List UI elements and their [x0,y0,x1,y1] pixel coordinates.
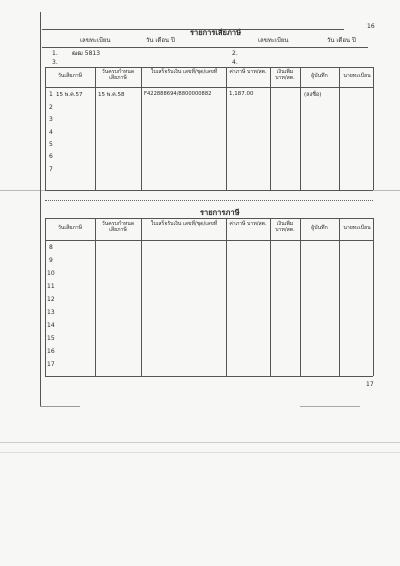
page-number-top: 16 [367,23,375,30]
page-number-bottom: 17 [366,381,374,388]
section-title-tax-payments: รายการเสียภาษี [190,28,242,37]
first-row-tax-date: 15 พ.ค.57 [56,92,83,98]
col-header-due-date: วันครบกำหนด เสียภาษี [101,69,135,81]
entry-2-number: 2. [232,50,238,57]
row-number: 3 [49,116,53,123]
col-header-tax-amount: ค่าภาษี บาท/สต. [229,69,267,75]
first-row-recorder: (ลงชื่อ) [304,92,322,98]
row-number: 12 [47,296,55,303]
date-label-right: วัน เดือน ปี [327,37,356,44]
col-header-tax-date: วันเสียภาษี [57,73,83,79]
first-row-due-date: 15 พ.ค.58 [98,92,125,98]
reg-label-left: เลขทะเบียน [80,37,111,44]
row-number: 5 [49,141,53,148]
row-number: 7 [49,166,53,173]
row-number: 11 [47,283,55,290]
col-header-recorder: ผู้บันทึก [311,225,328,231]
row-number: 15 [47,335,55,342]
date-label-left: วัน เดือน ปี [146,37,175,44]
entry-3-number: 3. [52,59,58,66]
row-number: 13 [47,309,55,316]
col-header-registrar: นายทะเบียน [343,225,371,231]
row-number: 16 [47,348,55,355]
col-header-surcharge: เงินเพิ่ม บาท/สต. [275,221,295,233]
col-header-receipt: ใบเสร็จรับเงิน เลขที่/ชุด/เลขที่ [150,221,218,227]
entry-4-number: 4. [232,59,238,66]
first-row-receipt: F422888694/8800000882 [144,91,212,97]
row-number: 1 [49,91,53,98]
row-number: 10 [47,270,55,277]
row-number: 17 [47,361,55,368]
first-row-tax-amount: 1,187.00 [229,91,254,97]
row-number: 6 [49,153,53,160]
col-header-recorder: ผู้บันทึก [311,73,328,79]
col-header-registrar: นายทะเบียน [343,73,371,79]
section-title-tax-list: รายการภาษี [200,208,240,217]
row-number: 8 [49,244,53,251]
entry-1-value: ฒฒ 5813 [72,50,101,57]
row-number: 14 [47,322,55,329]
entry-1-number: 1. [52,50,58,57]
col-header-tax-date: วันเสียภาษี [57,225,83,231]
reg-label-right: เลขทะเบียน [258,37,289,44]
row-number: 4 [49,129,53,136]
row-number: 9 [49,257,53,264]
col-header-surcharge: เงินเพิ่ม บาท/สต. [275,69,295,81]
col-header-receipt: ใบเสร็จรับเงิน เลขที่/ชุด/เลขที่ [150,69,218,75]
col-header-tax-amount: ค่าภาษี บาท/สต. [229,221,267,227]
row-number: 2 [49,104,53,111]
col-header-due-date: วันครบกำหนด เสียภาษี [101,221,135,233]
